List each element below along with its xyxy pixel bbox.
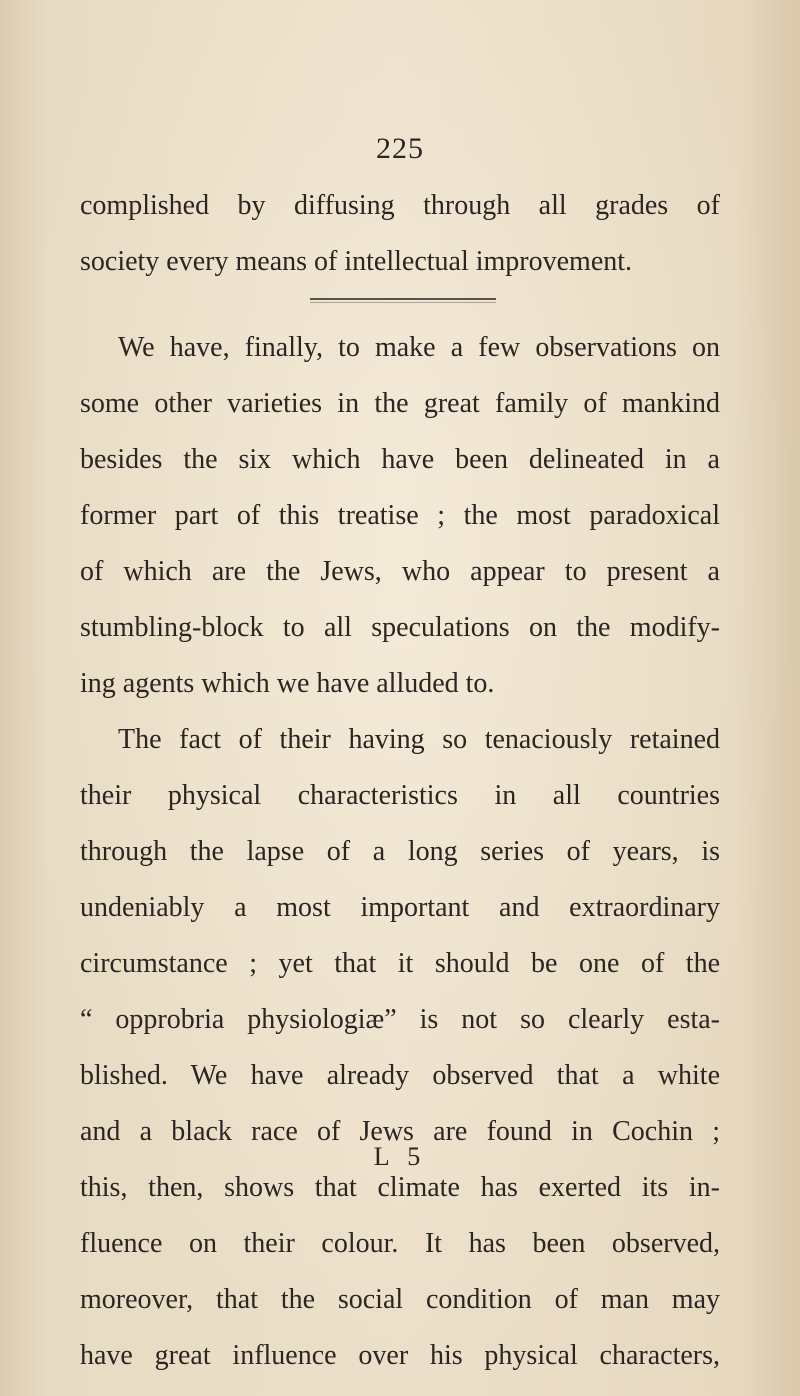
paragraph-start-line: The fact of their having so tenaciously retained xyxy=(118,724,720,755)
text-line: stumbling-block to all speculations on the modify- xyxy=(80,612,720,643)
text-line: some other varieties in the great family of mankind xyxy=(80,388,720,419)
section-divider xyxy=(310,298,496,300)
text-line: besides the six which have been delineated in a xyxy=(80,444,720,475)
text-line: circumstance ; yet that it should be one of the xyxy=(80,948,720,979)
text-line: complished by diffusing through all grades of xyxy=(80,190,720,221)
text-line: moreover, that the social condition of man may xyxy=(80,1284,720,1315)
text-line: ing agents which we have alluded to. xyxy=(80,668,495,699)
text-line: blished. We have already observed that a white xyxy=(80,1060,720,1091)
text-line: undeniably a most important and extraordinary xyxy=(80,892,720,923)
page-number: 225 xyxy=(376,132,424,165)
text-line: have great influence over his physical characters, xyxy=(80,1340,720,1371)
text-line: through the lapse of a long series of years, is xyxy=(80,836,720,867)
text-line: “ opprobria physiologiæ” is not so clearly esta- xyxy=(80,1004,720,1035)
main-text xyxy=(80,320,720,1384)
text-line: this, then, shows that climate has exerted its in- xyxy=(80,1172,720,1203)
text-line: their physical characteristics in all countries xyxy=(80,780,720,811)
signature-mark: L 5 xyxy=(373,1142,427,1171)
text-line: society every means of intellectual improvement. xyxy=(80,246,633,277)
text-line: of which are the Jews, who appear to present a xyxy=(80,556,720,587)
paragraph-start-line: We have, finally, to make a few observations on xyxy=(118,332,720,363)
text-line: former part of this treatise ; the most paradoxical xyxy=(80,500,720,531)
opening-paragraph xyxy=(80,178,720,290)
text-line: fluence on their colour. It has been observed, xyxy=(80,1228,720,1259)
text-line: and a black race of Jews are found in Cochin ; xyxy=(80,1116,720,1147)
